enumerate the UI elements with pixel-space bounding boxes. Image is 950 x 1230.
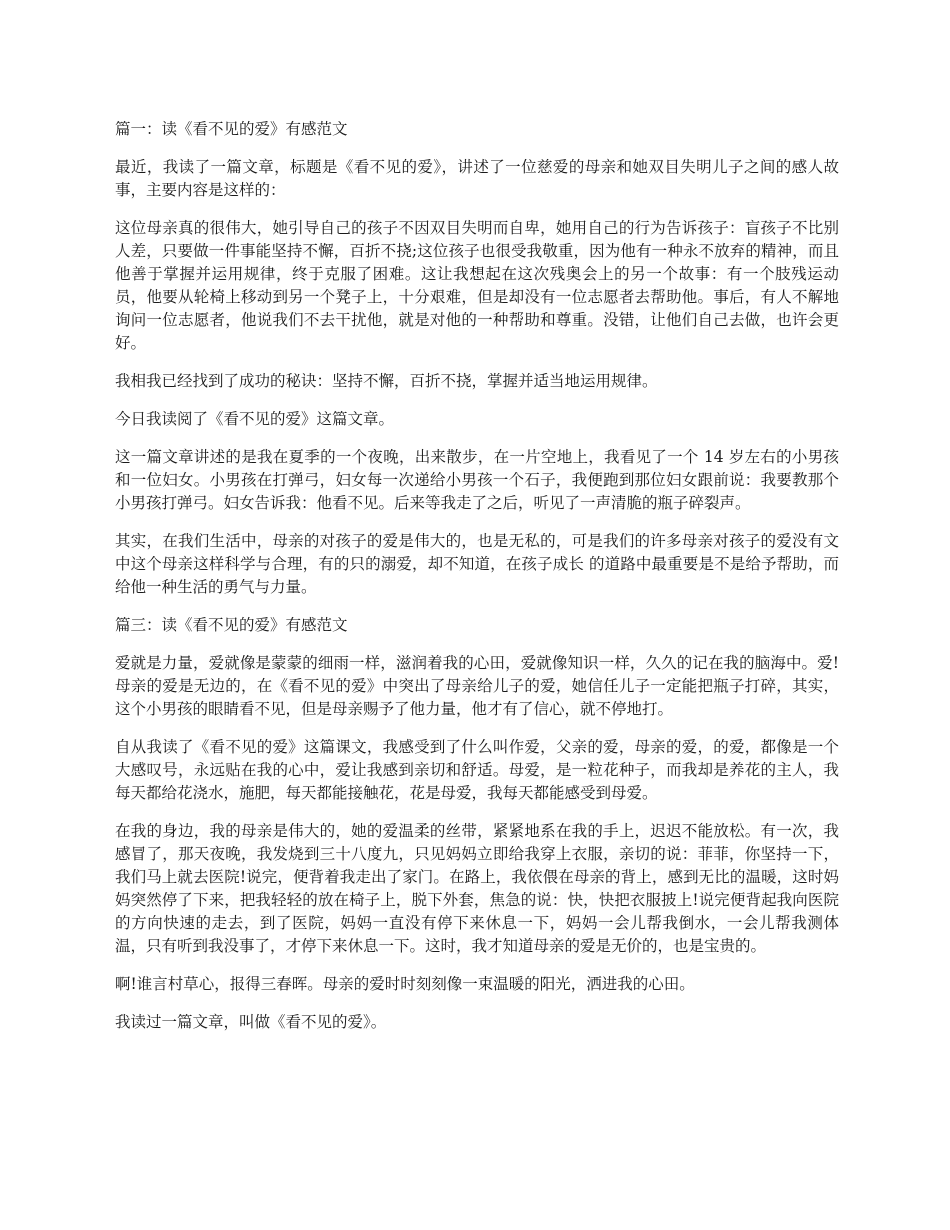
paragraph: 我相我已经找到了成功的秘诀：坚持不懈，百折不挠，掌握并适当地运用规律。 <box>115 372 658 390</box>
paragraph: 爱就是力量，爱就像是蒙蒙的细雨一样，滋润着我的心田，爱就像知识一样，久久的记在我的脑海中。爱!母亲的爱是无边的，在《看不见的爱》中突出了母亲给儿子的爱，她信任儿子一定能把瓶子打碎，其实，这个小男孩的眼睛看不见，但是母亲赐予了他力量，他才有了信心，就不停地打。 <box>115 654 839 718</box>
paragraph: 啊!谁言村草心，报得三春晖。母亲的爱时时刻刻像一束温暖的阳光，洒进我的心田。 <box>115 975 695 993</box>
section-heading-1: 篇一：读《看不见的爱》有感范文 <box>115 120 348 138</box>
paragraph: 这位母亲真的很伟大，她引导自己的孩子不因双目失明而自卑，她用自己的行为告诉孩子：盲孩子不比别人差，只要做一件事能坚持不懈，百折不挠;这位孩子也很受我敬重，因为他有一种永不放弃的精神，而且他善于掌握并运用规律，终于克服了困难。这让我想起在这次残奥会上的另一个故事：有一个肢残运动员，他要从轮椅上移动到另一个凳子上，十分艰难，但是却没有一位志愿者去帮助他。事后，有人不解地询问一位志愿者，他说我们不去干扰他，就是对他的一种帮助和尊重。没错，让他们自己去做，也许会更好。 <box>115 219 839 352</box>
paragraph: 其实，在我们生活中，母亲的对孩子的爱是伟大的，也是无私的，可是我们的许多母亲对孩子的爱没有文中这个母亲这样科学与合理，有的只的溺爱，却不知道，在孩子成长 的道路中最重要是不是给予帮助，而给他一种生活的勇气与力量。 <box>115 532 839 596</box>
paragraph: 自从我读了《看不见的爱》这篇课文，我感受到了什么叫作爱，父亲的爱，母亲的爱，的爱，都像是一个大感叹号，永远贴在我的心中，爱让我感到亲切和舒适。母爱，是一粒花种子，而我却是养花的主人，我每天都给花浇水，施肥，每天都能接触花，花是母爱，我每天都能感受到母爱。 <box>115 738 839 802</box>
paragraph: 今日我读阅了《看不见的爱》这篇文章。 <box>115 410 395 428</box>
paragraph: 这一篇文章讲述的是我在夏季的一个夜晚，出来散步，在一片空地上，我看见了一个 14 岁左右的小男孩和一位妇女。小男孩在打弹弓，妇女每一次递给小男孩一个石子，我便跑到那位妇女跟前说：我要教那个小男孩打弹弓。妇女告诉我：他看不见。后来等我走了之后，听见了一声清脆的瓶子碎裂声。 <box>115 448 839 512</box>
paragraph: 最近，我读了一篇文章，标题是《看不见的爱》，讲述了一位慈爱的母亲和她双目失明儿子之间的感人故事，主要内容是这样的： <box>115 158 839 199</box>
paragraph: 我读过一篇文章，叫做《看不见的爱》。 <box>115 1013 387 1031</box>
paragraph: 在我的身边，我的母亲是伟大的，她的爱温柔的丝带，紧紧地系在我的手上，迟迟不能放松。有一次，我感冒了，那天夜晚，我发烧到三十八度九，只见妈妈立即给我穿上衣服，亲切的说：菲菲，你坚持一下，我们马上就去医院!说完，便背着我走出了家门。在路上，我依偎在母亲的背上，感到无比的温暖，这时妈妈突然停了下来，把我轻轻的放在椅子上，脱下外套，焦急的说：快，快把衣服披上!说完便背起我向医院的方向快速的走去，到了医院，妈妈一直没有停下来休息一下，妈妈一会儿帮我倒水，一会儿帮我测体温，只有听到我没事了，才停下来休息一下。这时，我才知道母亲的爱是无价的，也是宝贵的。 <box>115 822 839 955</box>
section-heading-3: 篇三：读《看不见的爱》有感范文 <box>115 616 348 634</box>
document-body <box>115 118 839 1049</box>
